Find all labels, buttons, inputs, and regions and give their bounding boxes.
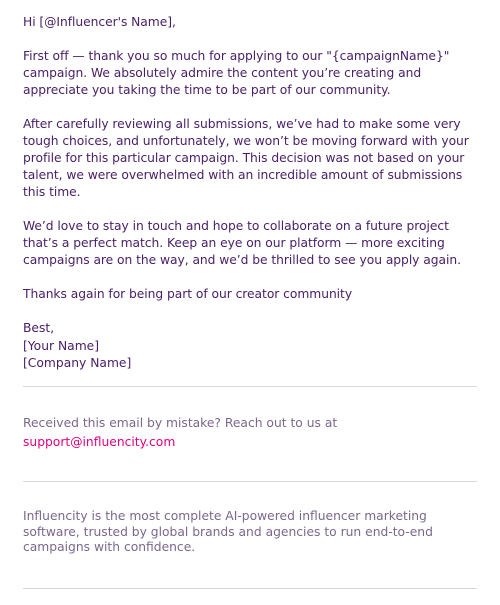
- email-signature: [23, 320, 477, 373]
- mistake-text: Received this email by mistake? Reach out to us at: [23, 416, 338, 430]
- email-greeting: Hi [@Influencer's Name],: [23, 15, 176, 29]
- mistake-notice: [23, 414, 337, 452]
- support-email-link[interactable]: support@influencity.com: [23, 435, 176, 449]
- signoff-text: Best,: [23, 321, 55, 335]
- email-body: [23, 14, 477, 303]
- divider: [23, 588, 477, 589]
- email-paragraph-closing: Thanks again for being part of our creator community: [23, 287, 353, 301]
- email-paragraph-thanks: First off — thank you so much for applying to our "{campaignName}" campaign. We absolutely admire the content you’re creating and appreciate you taking the time to be part of our community.: [23, 49, 450, 97]
- company-name: [Company Name]: [23, 356, 132, 370]
- email-paragraph-stay-in-touch: We’d love to stay in touch and hope to collaborate on a future project that’s a perfect match. Keep an eye on our platform — more exciting campaigns are on the way, and we’d be thrilled to see you apply again.: [23, 219, 461, 267]
- divider: [23, 386, 477, 387]
- divider: [23, 481, 477, 482]
- company-about-text: Influencity is the most complete AI-powered influencer marketing software, trusted by global brands and agencies to run end-to-end campaigns with confidence.: [23, 509, 433, 554]
- sender-name: [Your Name]: [23, 338, 100, 353]
- email-paragraph-decision: After carefully reviewing all submissions, we’ve had to make some very tough choices, and unfortunately, we won’t be moving forward with your profile for this particular campaign. This decision was not based on your talent, we were overwhelmed with an incredible amount of submissions this time.: [23, 117, 469, 199]
